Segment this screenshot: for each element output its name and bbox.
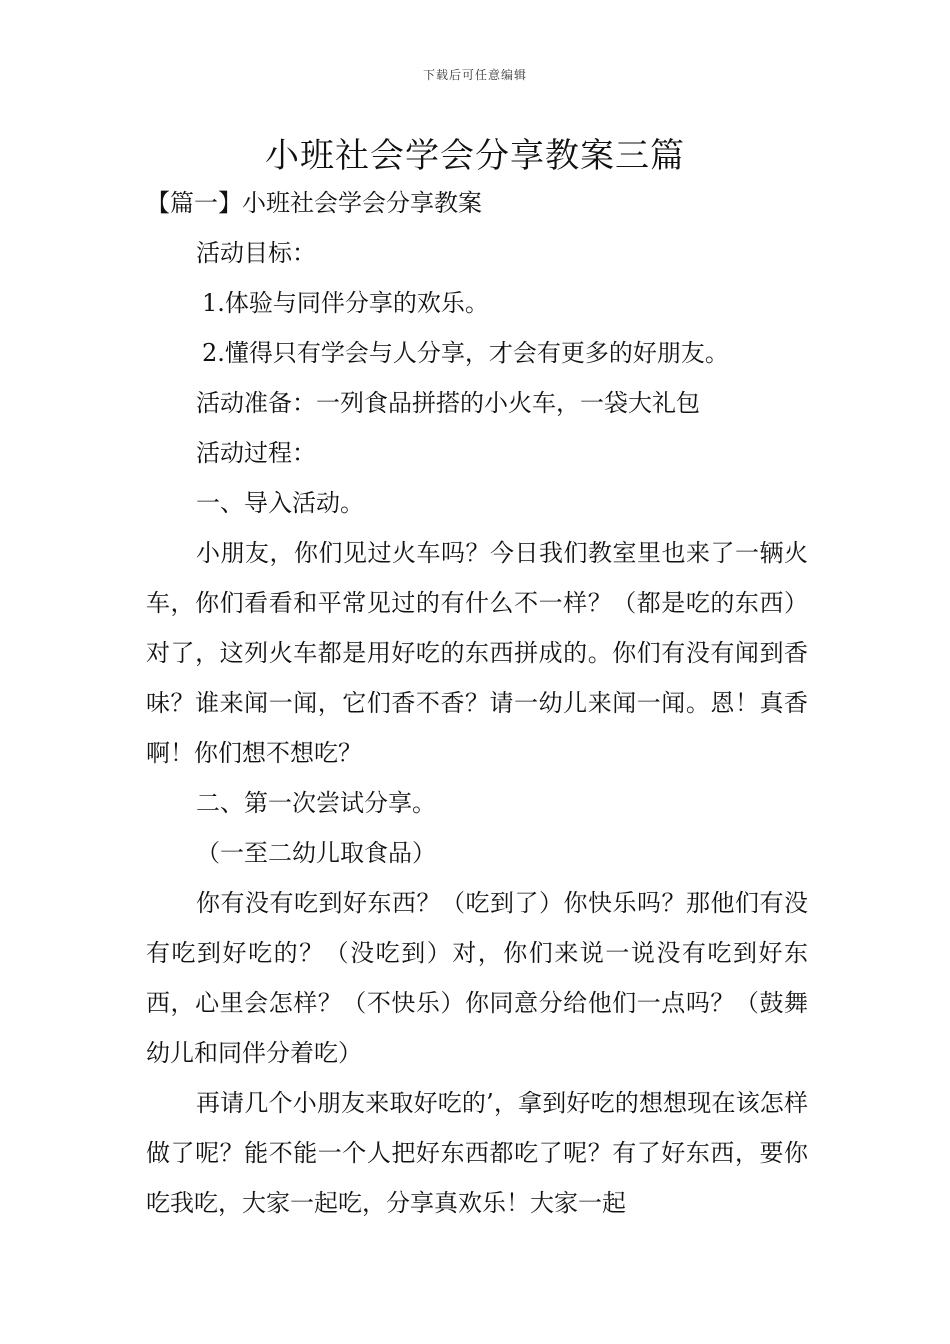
- goal-item-2: 2.懂得只有学会与人分享，才会有更多的好朋友。: [202, 339, 729, 367]
- process-label: 活动过程：: [196, 439, 316, 467]
- document-title: 小班社会学会分享教案三篇: [265, 136, 685, 176]
- step-2-note: （一至二幼儿取食品）: [196, 839, 436, 867]
- step-2-title: 二、第一次尝试分享。: [196, 789, 436, 817]
- section-heading: 【篇一】小班社会学会分享教案: [146, 189, 482, 217]
- goals-label: 活动目标：: [196, 239, 316, 267]
- header-note: 下载后可任意编辑: [422, 68, 527, 82]
- paragraph-1: 小朋友，你们见过火车吗？今日我们教室里也来了一辆火车，你们看看和平常见过的有什么不一样？（都是吃的东西）对了，这列火车都是用好吃的东西拼成的。你们有没有闻到香味？谁来闻一闻，它们香不香？请一幼儿来闻一闻。恩！真香啊！你们想不想吃？: [146, 539, 808, 767]
- step-1-title: 一、导入活动。: [196, 489, 364, 517]
- document-body: [146, 178, 808, 1228]
- paragraph-2: 你有没有吃到好东西？（吃到了）你快乐吗？那他们有没有吃到好吃的？（没吃到）对，你们来说一说没有吃到好东西，心里会怎样？（不快乐）你同意分给他们一点吗？（鼓舞幼儿和同伴分着吃）: [146, 889, 808, 1067]
- goal-item-1: 1.体验与同伴分享的欢乐。: [202, 289, 489, 317]
- preparation-text: 活动准备：一列食品拼搭的小火车，一袋大礼包: [196, 389, 700, 417]
- paragraph-3: 再请几个小朋友来取好吃的’，拿到好吃的想想现在该怎样做了呢？能不能一个人把好东西都吃了呢？有了好东西，要你吃我吃，大家一起吃，分享真欢乐！大家一起: [146, 1089, 808, 1217]
